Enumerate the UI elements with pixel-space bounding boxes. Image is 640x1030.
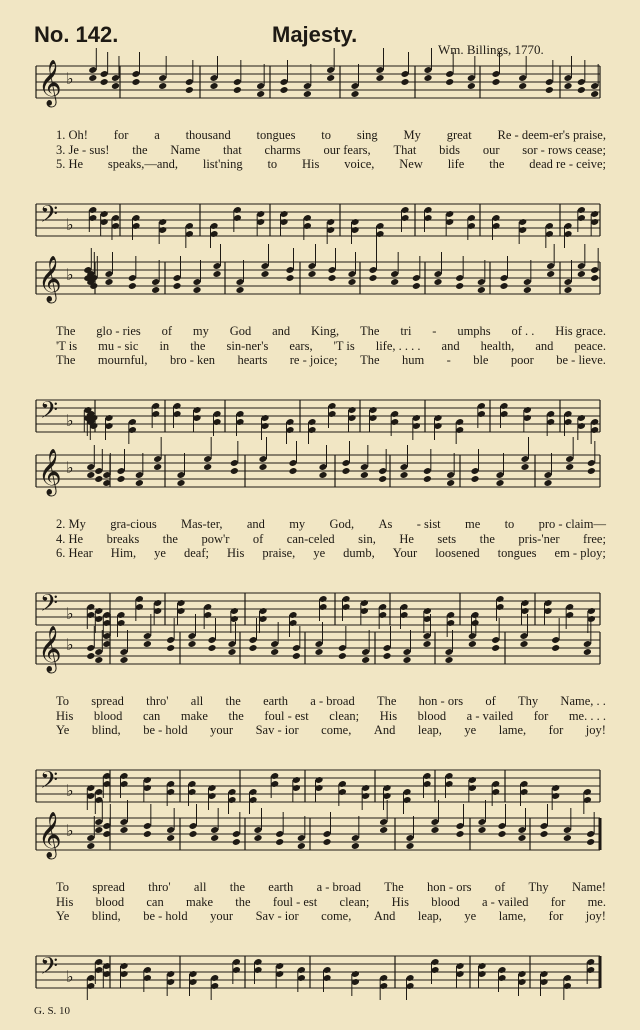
lyric-word: peace. [574,338,606,353]
lyric-word: of [494,880,506,894]
lyric-word: deaf; [183,546,209,560]
lyric-line [56,895,606,910]
lyric-word: Name! [571,880,606,894]
lyric-word: - sist [416,517,441,531]
lyric-word: God [229,324,252,338]
lyric-word: to [504,517,515,531]
lyric-word: the [229,880,245,894]
note-head [539,830,548,838]
note-head [94,826,103,834]
flat-icon: ♭ [66,821,74,840]
lyric-word: and [272,324,291,338]
lyric-word: loosened [435,546,480,560]
lyric-word: list'ning [202,157,243,171]
lyric-word: hon - ors [427,880,472,894]
lyric-word: tongues [497,546,537,560]
lyric-word: your [210,909,234,923]
lyric-word: foul - est [272,894,318,909]
lyric-word: blood [95,894,125,909]
lyric-word: 6. Hear [56,546,93,560]
lyric-word: lame, [498,909,527,923]
lyric-word: blind, [91,723,121,737]
lyric-word: dead re - ceive; [529,157,606,171]
lyric-word: the [228,708,244,723]
lyric-word: life, . . . . [375,338,421,353]
lyric-word: joy! [585,909,606,923]
lyric-word: a - broad [316,880,361,894]
lyric-word: pro - claim— [538,517,606,531]
lyric-word: Him, [110,546,137,560]
lyric-word: me. [587,894,606,909]
lyric-word: His [56,708,74,723]
hymn-number: No. 142. [34,22,119,47]
lyric-word: 'T is [56,338,78,353]
lyric-word: blood [417,708,447,723]
lyric-word: To [56,880,70,894]
lyric-word: And [373,909,396,923]
lyric-word: sets [437,531,457,546]
lyric-word: thro' [146,694,169,708]
lyric-word: of [252,531,264,546]
lyric-word: Ye [56,909,70,923]
lyric-word: That [393,142,417,157]
lyric-word: New [399,157,423,171]
note-head [379,826,388,834]
lyric-word: The [56,324,76,338]
lyric-word: His [379,708,398,723]
lyric-word: 5. He [56,157,84,171]
lyric-word: breaks [106,531,140,546]
lyric-word: for [533,708,549,723]
lyric-word: pris-'ner [518,531,560,546]
lyric-word: 4. He [56,531,84,546]
lyric-word: The [56,353,76,367]
lyric-word: blood [431,894,460,909]
lyric-word: mournful, [97,353,148,367]
lyric-word: clean; [329,708,360,723]
lyric-word: in [159,338,170,353]
lyric-word: spread [92,880,125,894]
lyric-word: His [226,546,245,560]
note-head [351,842,360,850]
lyric-word: life [447,157,465,171]
lyric-word: spread [91,694,124,708]
note-head [253,834,262,842]
lyric-word: The [360,353,380,367]
lyric-word: hon - ors [418,694,464,708]
lyric-word: mu - sic [98,338,139,353]
bass-clef-icon: 𝄢 [40,766,59,799]
flat-icon: ♭ [66,635,74,654]
lyric-word: to [267,157,278,171]
page-footer: G. S. 10 [34,1005,71,1017]
lyric-word: voice, [344,157,375,171]
lyric-word: bids [439,142,461,157]
lyric-word: be - lieve. [556,353,606,367]
bass-clef-icon: 𝄢 [40,589,59,622]
lyric-word: that [223,142,242,157]
lyric-word: be - hold [143,909,188,923]
lyric-word: tri [400,324,412,338]
lyric-word: ye [464,909,477,923]
lyric-word: can [142,708,161,723]
note-head [275,838,284,846]
lyric-word: a - vailed [466,708,514,723]
flat-icon: ♭ [66,458,74,477]
lyric-word: my [289,517,306,531]
lyric-word: sor - rows cease; [522,142,606,157]
lyric-word: pow'r [201,531,230,546]
lyric-word: a - broad [310,694,355,708]
lyric-word: My [403,128,421,142]
note-head [455,830,464,838]
lyric-word: all [190,694,204,708]
lyric-word: free; [583,531,606,546]
lyric-word: the [190,338,206,353]
lyric-word: to [321,128,331,142]
lyric-word: of [161,324,173,338]
lyric-word: blood [93,708,123,723]
lyric-word: me. . . . [568,708,606,723]
lyric-word: The [376,694,397,708]
lyric-word: thousand [185,128,231,142]
note-head [477,826,486,834]
lyric-word: glo - ries [96,324,141,338]
lyric-word: bro - ken [169,353,216,367]
lyric-word: the [235,894,251,909]
lyric-word: your [210,723,234,737]
lyric-word: Sav - ior [255,723,299,737]
note-head [497,830,506,838]
lyric-word: The [384,880,404,894]
lyric-word: and [535,338,554,353]
note-head [86,842,95,850]
lyric-word: the [162,531,178,546]
lyric-word: clean; [339,894,370,909]
lyric-word: earth [268,880,294,894]
lyric-word: come, [321,723,352,737]
lyric-word: Mas-ter, [181,517,223,531]
lyric-word: dumb, [343,546,375,560]
lyric-word: poor [510,353,534,367]
lyric-word: The [360,324,380,338]
lyric-word: hearts [237,353,268,367]
note-head [430,826,439,834]
lyric-word: for [548,909,564,923]
lyric-word: Thy [528,880,549,894]
lyric-word: make [185,894,214,909]
lyric-word: and [246,517,265,531]
lyric-word: sin-ner's [226,338,269,353]
lyric-word: can [146,894,164,909]
flat-icon: ♭ [66,967,74,986]
note-head [586,838,595,846]
lyric-word: As [378,517,393,531]
lyric-word: come, [321,909,352,923]
lyric-word: the [132,142,148,157]
note-head [210,834,219,842]
lyric-word: Your [392,546,418,560]
lyric-word: of [485,694,496,708]
lyric-word: ble [473,353,489,367]
treble-clef-icon: 𝄞 [38,812,62,858]
flat-icon: ♭ [66,215,74,234]
note-head [297,842,306,850]
lyric-word: the [489,157,505,171]
lyric-word: And [373,723,396,737]
flat-icon: ♭ [66,604,74,623]
lyric-word: hum [401,353,425,367]
note-head [322,838,331,846]
lyric-word: em - ploy; [554,546,606,560]
lyric-word: and [441,338,460,353]
lyric-word: great [446,128,472,142]
lyric-word: for [113,128,129,142]
flat-icon: ♭ [66,781,74,800]
lyric-word: gra-cious [110,517,157,531]
note-head [563,834,572,842]
bass-clef-icon: 𝄢 [40,200,59,233]
lyric-word: ye [464,723,477,737]
lyric-word: King, [311,324,340,338]
lyric-word: His [391,894,409,909]
lyric-word: thro' [148,880,171,894]
lyric-word: Thy [518,694,539,708]
note-head [119,826,128,834]
lyric-word: His [56,894,74,909]
lyric-word: leap, [417,909,442,923]
lyric-word: be - hold [143,723,188,737]
lyric-word: a - vailed [481,894,529,909]
lyric-word: 3. Je - sus! [56,142,110,157]
treble-clef-icon: 𝄞 [38,256,62,302]
lyric-word: for [548,723,564,737]
bass-clef-icon: 𝄢 [40,952,59,985]
lyric-word: health, [480,338,515,353]
lyric-word: re - joice; [289,353,338,367]
flat-icon: ♭ [66,69,74,88]
lyric-word: 1. Oh! [56,128,88,142]
lyric-word: praise, [262,546,296,560]
lyric-word: ye [313,546,326,560]
lyric-word: of . . [511,324,535,338]
hymn-title: Majesty. [272,22,358,47]
lyric-word: leap, [417,723,442,737]
lyric-word: a [154,128,160,142]
lyric-word: umphs [457,324,491,338]
lyric-word: - [432,324,437,338]
lyric-word: Re - deem-er's praise, [497,128,606,142]
composer-credit: Wm. Billings, 1770. [438,42,544,57]
lyric-word: sing [356,128,378,142]
lyric-word: our [482,142,500,157]
lyric-word: His grace. [555,324,606,338]
lyric-word: ears, [289,338,313,353]
verse-block [56,880,606,924]
lyric-word: Sav - ior [255,909,299,923]
lyric-word: our fears, [323,142,371,157]
lyric-word: tongues [256,128,296,142]
lyric-word: He [399,531,414,546]
flat-icon: ♭ [66,411,74,430]
treble-clef-icon: 𝄞 [38,626,62,672]
lyric-word: 'T is [333,338,355,353]
lyric-word: foul - est [264,708,309,723]
lyric-word: To [56,694,70,708]
lyric-word: ye [154,546,166,560]
bass-clef-icon: 𝄢 [40,396,59,429]
note-head [166,834,175,842]
lyric-word: charms [264,142,301,157]
lyric-word: blind, [91,909,121,923]
treble-clef-icon: 𝄞 [38,449,62,495]
lyric-word: His [302,157,320,171]
treble-clef-icon: 𝄞 [38,60,62,106]
lyric-word: joy! [585,723,606,737]
lyric-word: Name, . . [560,694,606,708]
lyric-word: speaks,—and, [107,157,179,171]
lyric-line [56,909,606,924]
note-head [232,838,241,846]
lyric-word: God, [329,517,355,531]
lyric-word: the [225,694,241,708]
lyric-word: lame, [498,723,527,737]
lyric-word: sin, [358,531,376,546]
lyric-line [56,880,606,895]
lyric-word: me [464,517,481,531]
lyric-word: - [446,353,451,367]
lyric-word: Name [170,142,201,157]
lyric-word: 2. My [56,517,86,531]
lyric-word: can-celed [286,531,335,546]
lyric-word: all [193,880,207,894]
lyric-word: Ye [56,723,70,737]
lyric-word: my [192,324,209,338]
note-head [188,830,197,838]
lyric-word: earth [263,694,289,708]
note-head [143,830,152,838]
note-head [405,842,414,850]
lyric-word: for [550,894,566,909]
lyric-word: make [180,708,208,723]
lyric-word: the [479,531,495,546]
flat-icon: ♭ [66,265,74,284]
note-head [517,834,526,842]
